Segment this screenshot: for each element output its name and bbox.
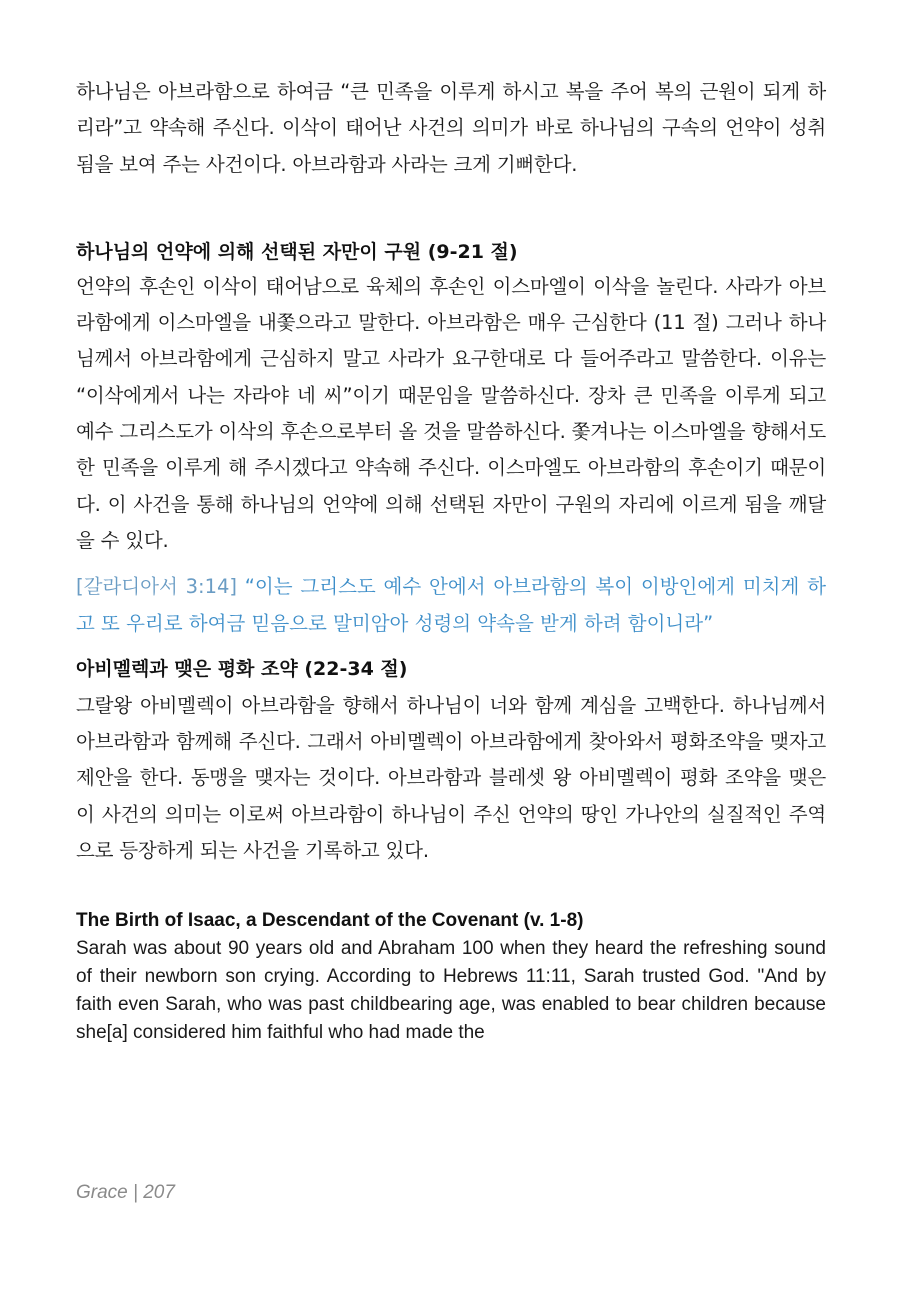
scripture-reference: [갈라디아서 3:14] [76,575,237,599]
scripture-text: “이는 그리스도 예수 안에서 아브라함의 복이 이방인에게 미치게 하고 또 우리로 하여금 믿음으로 말미암아 성령의 약속을 받게 하려 함이니라” [76,575,826,635]
section-heading-salvation: 하나님의 언약에 의해 선택된 자만이 구원 (9-21 절) [76,240,518,263]
page-content [76,74,826,1047]
intro-paragraph: 하나님은 아브라함으로 하여금 “큰 민족을 이루게 하시고 복을 주어 복의 근원이 되게 하리라”고 약속해 주신다. 이삭이 태어난 사건의 의미가 바로 하나님의 구속의 언약이 성취됨을 보여 주는 사건이다. 아브라함과 사라는 크게 기뻐한다. [76,80,826,176]
page-footer: Grace | 207 [76,1182,175,1203]
english-paragraph: Sarah was about 90 years old and Abraham 100 when they heard the refreshing sound of their newborn son crying. According to Hebrews 11:11, Sarah trusted God. "And by faith even Sarah, who was past childbearing age, was enabled to bear children because she[a] considered him faithful who had made the [76,938,826,1044]
scripture-quote [76,569,826,642]
section-heading-treaty: 아비멜렉과 맺은 평화 조약 (22-34 절) [76,657,408,680]
english-section-heading: The Birth of Isaac, a Descendant of the Covenant (v. 1-8) [76,910,584,932]
salvation-paragraph: 언약의 후손인 이삭이 태어남으로 육체의 후손인 이스마엘이 이삭을 놀린다. 사라가 아브라함에게 이스마엘을 내쫓으라고 말한다. 아브라함은 매우 근심한다 (11 절) 그러나 하나님께서 아브라함에게 근심하지 말고 사라가 요구한대로 다 들어주라고 말씀한다. 이유는 “이삭에게서 나는 자라야 네 씨”이기 때문임을 말씀하신다. 장차 큰 민족을 이루게 되고 예수 그리스도가 이삭의 후손으로부터 올 것을 말씀하신다. 쫓겨나는 이스마엘을 향해서도 한 민족을 이루게 해 주시겠다고 약속해 주신다. 이스마엘도 아브라함의 후손이기 때문이다. 이 사건을 통해 하나님의 언약에 의해 선택된 자만이 구원의 자리에 이르게 됨을 깨달을 수 있다. [76,274,826,552]
treaty-paragraph: 그랄왕 아비멜렉이 아브라함을 향해서 하나님이 너와 함께 계심을 고백한다. 하나님께서 아브라함과 함께해 주신다. 그래서 아비멜렉이 아브라함에게 찾아와서 평화조약을 맺자고 제안을 한다. 동맹을 맺자는 것이다. 아브라함과 블레셋 왕 아비멜렉이 평화 조약을 맺은 이 사건의 의미는 이로써 아브라함이 하나님이 주신 언약의 땅인 가나안의 실질적인 주역으로 등장하게 되는 사건을 기록하고 있다. [76,693,826,863]
